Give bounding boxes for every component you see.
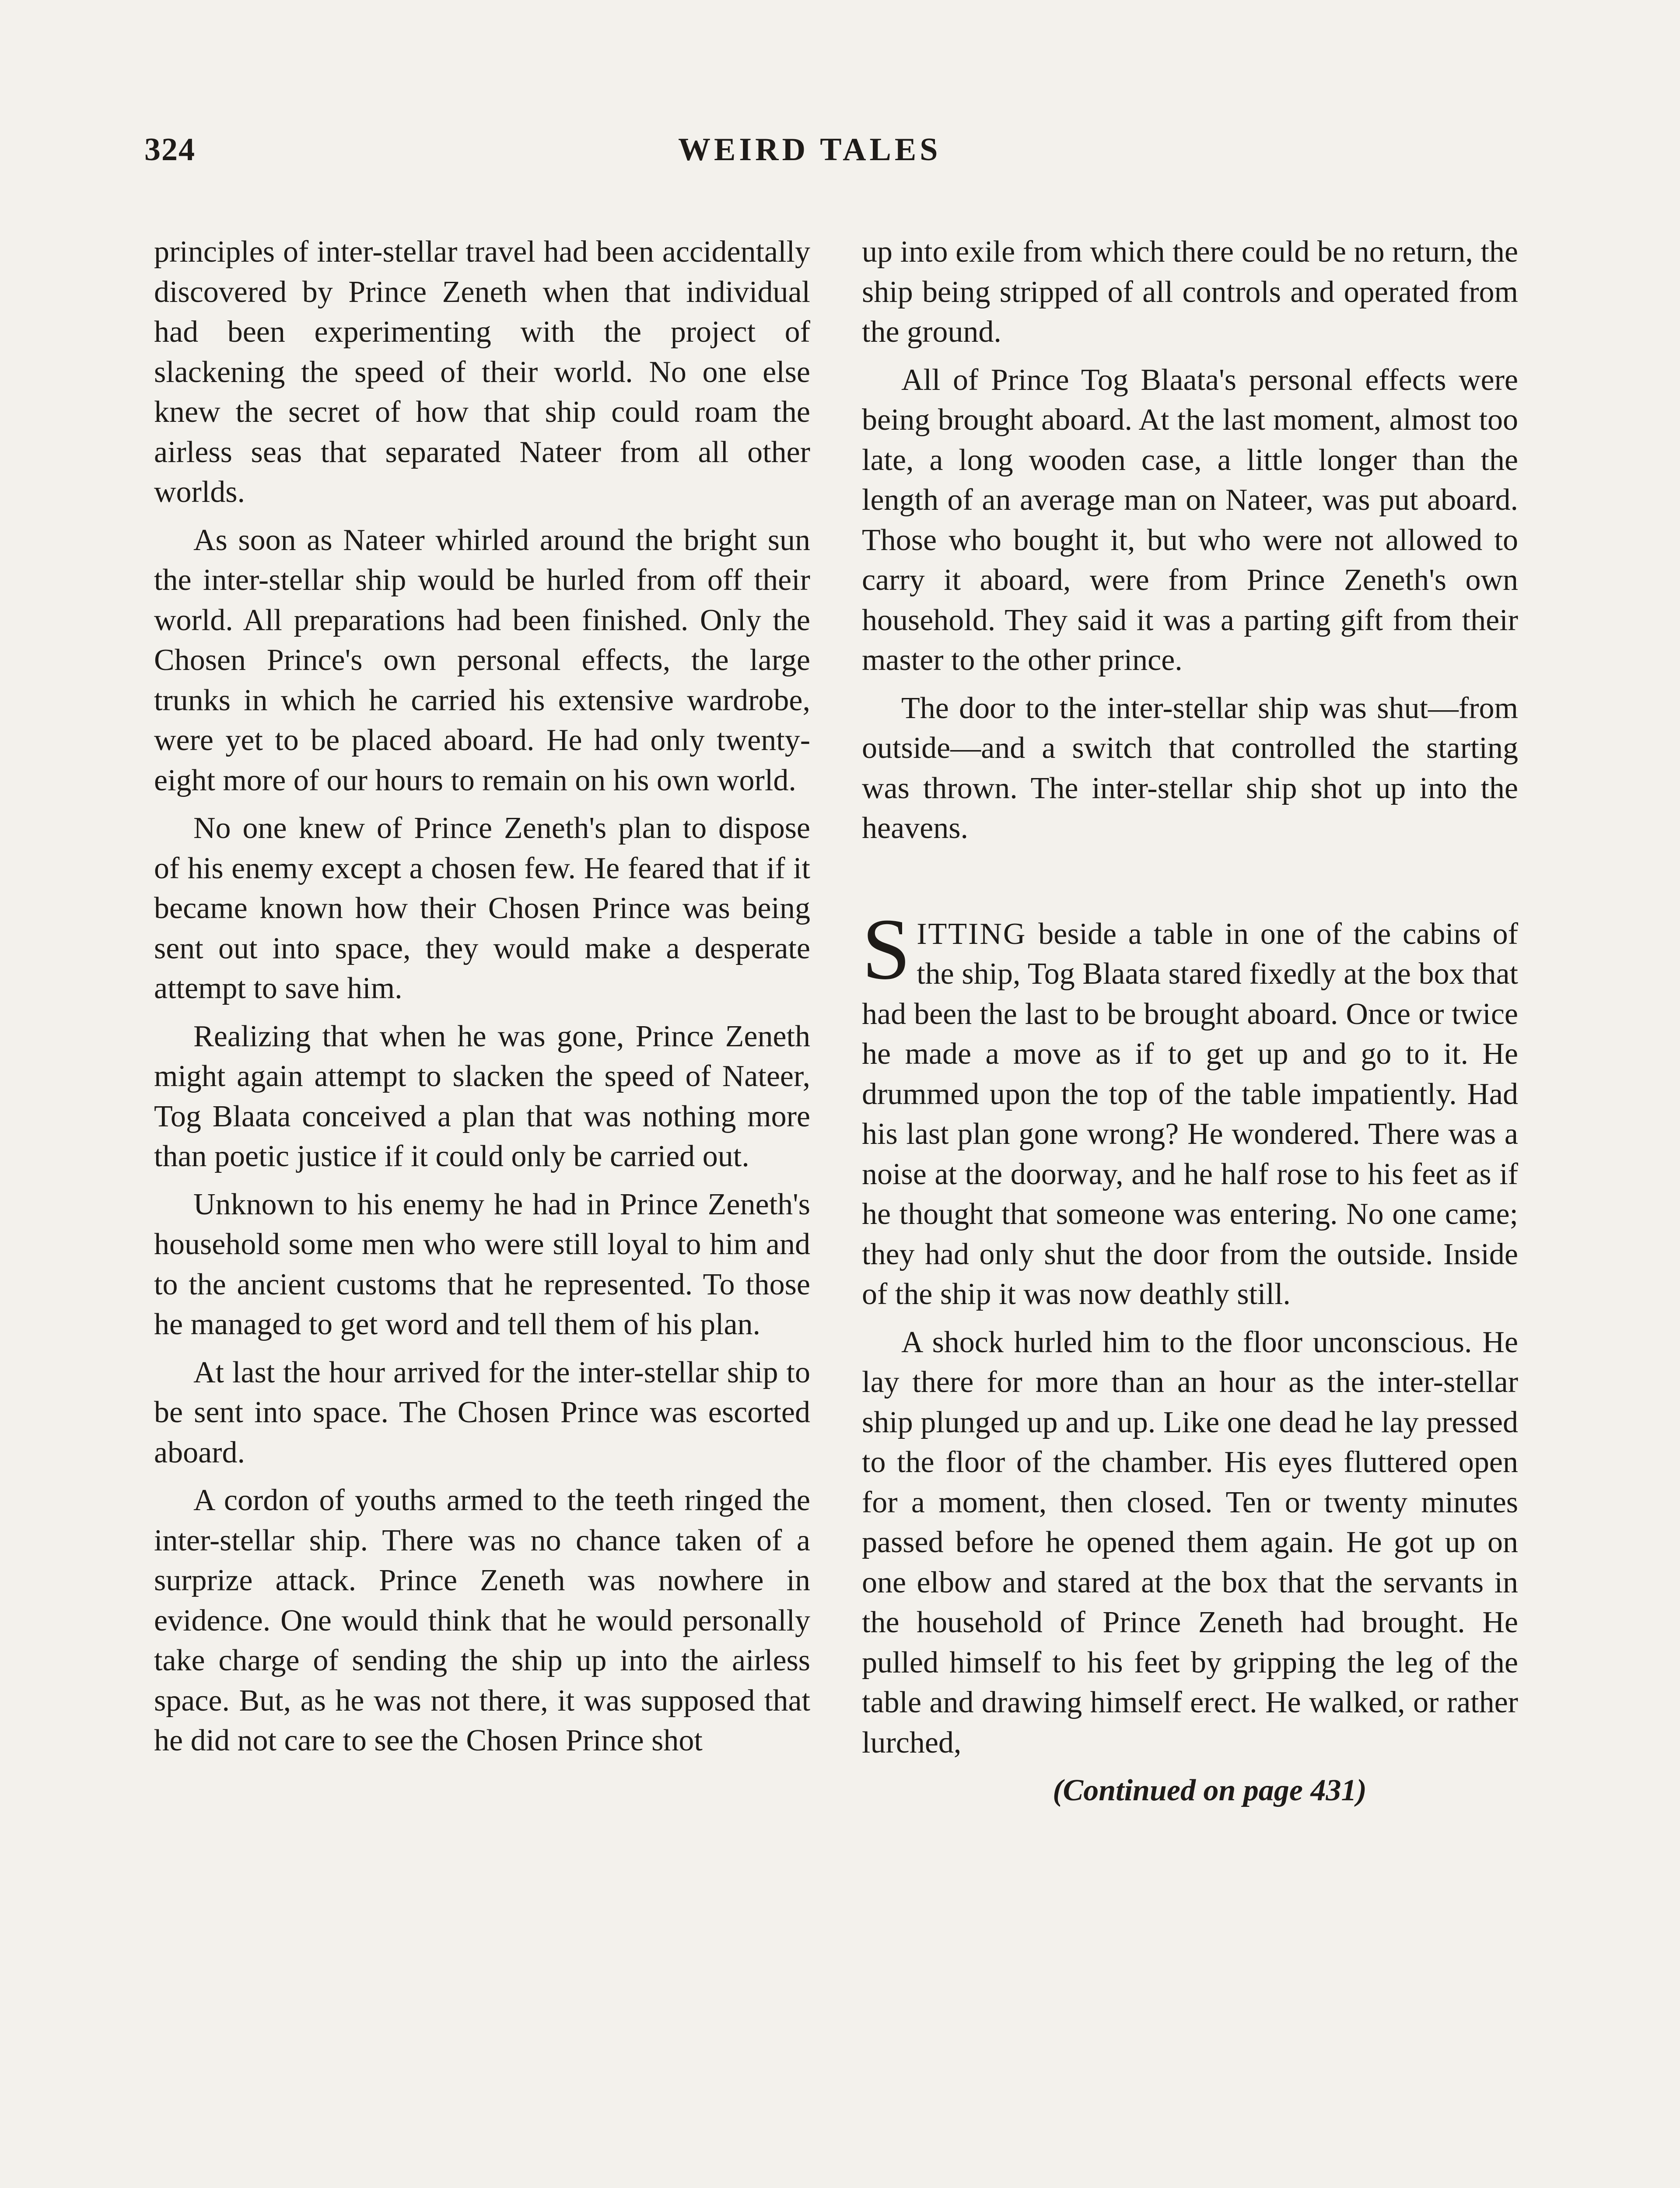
paragraph: No one knew of Prince Zeneth's plan to dispose of his enemy except a chosen few. He feared that if it became known how their Chosen Prince was being sent out into space, they would make a desperate attempt to save him. [154,811,810,1005]
paragraph: A shock hurled him to the floor unconscious. He lay there for more than an hour as the inter-stellar ship plunged up and up. Like one dead he lay pressed to the floor of the chamber. His eyes fluttered open for a moment, then closed. Ten or twenty minutes passed before he opened them again. He got up on one elbow and stared at the box that the servants in the household of Prince Zeneth had brought. He pulled himself to his feet by gripping the leg of the table and drawing himself erect. He walked, or rather lurched, [862,1325,1518,1760]
section-opening-paragraph [862,901,1518,1315]
paragraph: All of Prince Tog Blaata's personal effects were being brought aboard. At the last moment, almost too late, a long wooden case, a little longer than the length of an average man on Nateer, was put aboard. Those who bought it, but who were not allowed to carry it aboard, were from Prince Zeneth's own household. They said it was a parting gift from their master to the other prince. [862,363,1518,677]
running-head [0,131,1680,179]
paragraph: At last the hour arrived for the inter-stellar ship to be sent into space. The Chosen Prince was escorted aboard. [154,1355,810,1469]
page-number: 324 [144,132,196,168]
paragraph: As soon as Nateer whirled around the bright sun the inter-stellar ship would be hurled from off their world. All preparations had been finished. Only the Chosen Prince's own personal effects, the large trunks in which he carried his extensive wardrobe, were yet to be placed aboard. He had only twenty-eight more of our hours to remain on his own world. [154,523,810,797]
paragraph-text: beside a table in one of the cabins of the ship, Tog Blaata stared fixedly at the box that had been the last to be brought aboard. Once or twice he made a move as if to get up and go to it. He drummed upon the top of the table impatiently. Had his last plan gone wrong? He wondered. There was a noise at the doorway, and he half rose to his feet as if he thought that someone was entering. No one came; they had only shut the door from the outside. Inside of the ship it was now deathly still. [862,917,1518,1311]
left-column [154,232,810,1769]
magazine-title: WEIRD TALES [678,132,942,168]
right-column [862,232,1518,1819]
continued-note: (Continued on page 431) [1053,1774,1367,1807]
paragraph: Realizing that when he was gone, Prince Zeneth might again attempt to slacken the speed of Nateer, Tog Blaata conceived a plan that was nothing more than poetic justice if it could only be carried out. [154,1019,810,1173]
small-caps-lead: ITTING [917,917,1027,951]
paragraph: The door to the inter-stellar ship was shut—from outside—and a switch that controlled the starting was thrown. The inter-stellar ship shot up into the heavens. [862,691,1518,845]
paragraph: A cordon of youths armed to the teeth ringed the inter-stellar ship. There was no chance taken of a surprize attack. Prince Zeneth was nowhere in evidence. One would think that he would personally take charge of sending the ship up into the airless space. But, as he was not there, it was supposed that he did not care to see the Chosen Prince shot [154,1483,810,1757]
paragraph: principles of inter-stellar travel had been accidentally discovered by Prince Zeneth when that individual had been experimenting with the project of slackening the speed of their world. No one else knew the secret of how that ship could roam the airless seas that separated Nateer from all other worlds. [154,235,810,509]
paragraph: Unknown to his enemy he had in Prince Zeneth's household some men who were still loyal to him and to the ancient customs that he represented. To those he managed to get word and tell them of his plan. [154,1187,810,1341]
paragraph: up into exile from which there could be no return, the ship being stripped of all controls and operated from the ground. [862,235,1518,349]
drop-cap: S [862,901,911,998]
